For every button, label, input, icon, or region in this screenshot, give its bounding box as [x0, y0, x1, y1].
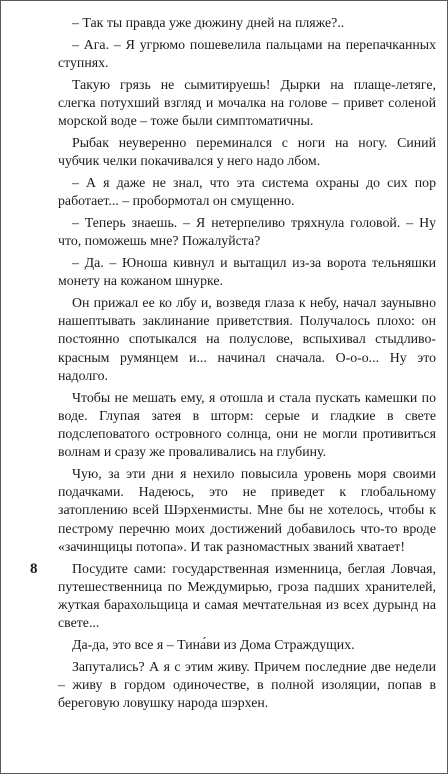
paragraph: Такую грязь не сымитируешь! Дырки на плаще-летяге, слегка потухший взгляд и мочалка на голове – привет соленой морской воде – тоже были симптоматичны. [58, 76, 436, 129]
paragraph: Посудите сами: государственная изменница, беглая Ловчая, путешественница по Междумирью, гроза падших хранителей, жуткая барахольщица и самая мечтательная из всех дурынд на свете... [58, 560, 436, 631]
paragraph: Да-да, это все я – Тина́ви из Дома Страждущих. [72, 637, 355, 653]
paragraph: Он прижал ее ко лбу и, возведя глаза к небу, начал заунывно нашептывать заклинание приветствия. Получалось плохо: он постоянно спотыкался на полуслове, вспыхивал стыдливо-красным румянцем и... начинал сначала. О-о-о... Ну это надолго. [58, 295, 436, 383]
paragraph: – А я даже не знал, что эта система охраны до сих пор работает... – пробормотал он смущенно. [58, 175, 436, 209]
paragraph: Чтобы не мешать ему, я отошла и стала пускать камешки по воде. Глупая затея в шторм: серые и гладкие в свете подслеповатого островного солнца, они не могли противиться волнам и сразу же проваливались на глубину. [58, 389, 436, 460]
paragraph: Рыбак неуверенно переминался с ноги на ногу. Синий чубчик челки покачивался у него надо лбом. [58, 135, 436, 169]
paragraph: – Да. – Юноша кивнул и вытащил из-за ворота тельняшки монету на кожаном шнурке. [58, 255, 436, 289]
paragraph: Чую, за эти дни я нехило повысила уровень моря своими подачками. Надеюсь, это не приведет к глобальному затоплению всей Шэрхенмисты. Мне бы не хотелось, чтобы к пестрому перечню моих достижений добавилось что-то вроде «зачинщицы потопа». И так разномастных званий хватает! [58, 466, 436, 554]
paragraph: Запутались? А я с этим живу. Причем последние две недели – живу в гордом одиночестве, в полной изоляции, попав в береговую ловушку народа шэрхен. [58, 658, 436, 711]
paragraph: – Теперь знаешь. – Я нетерпеливо тряхнула головой. – Ну что, поможешь мне? Пожалуйста? [58, 215, 436, 249]
text-column [58, 14, 436, 716]
paragraph: – Так ты правда уже дюжину дней на пляже?.. [72, 15, 345, 30]
page-number: 8 [30, 561, 38, 577]
paragraph: – Ага. – Я угрюмо пошевелила пальцами на перепачканных ступнях. [58, 36, 436, 70]
